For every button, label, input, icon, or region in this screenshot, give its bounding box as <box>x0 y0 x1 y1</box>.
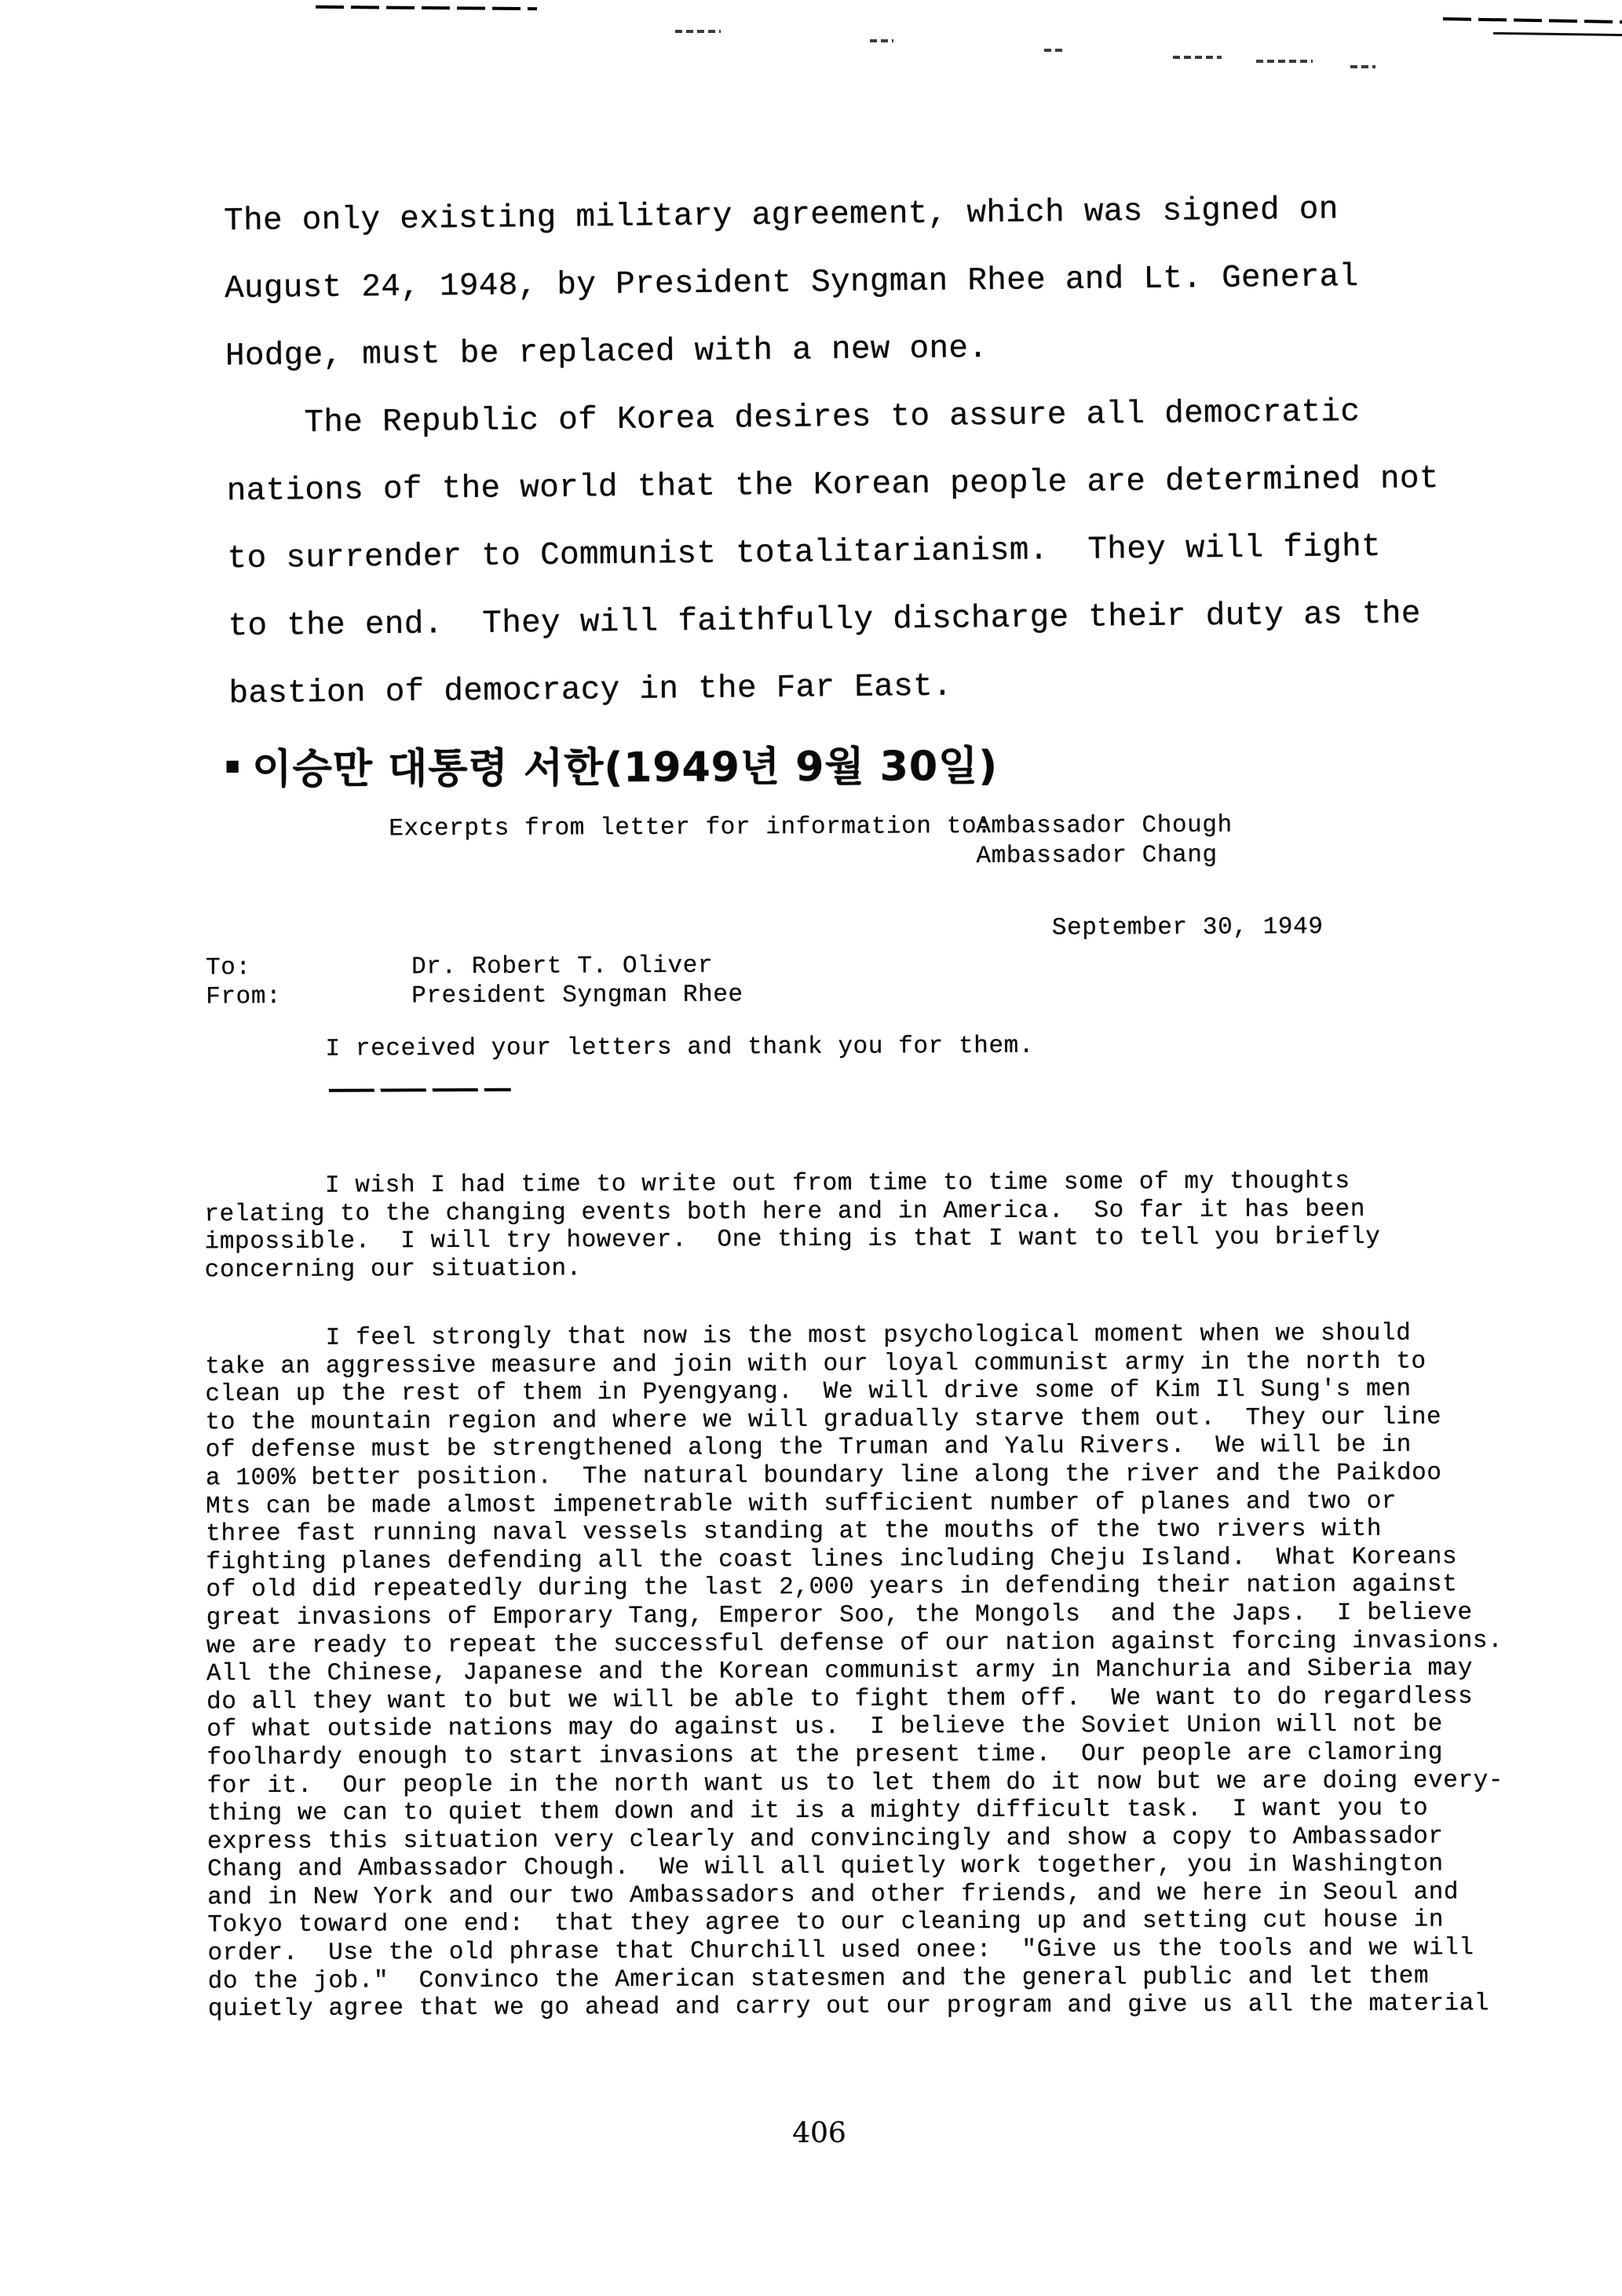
scan-artifact <box>1493 32 1622 36</box>
acknowledgement-line: I received your letters and thank you for them. <box>325 1032 1035 1063</box>
to-label: To: <box>205 954 251 982</box>
body-paragraph-1: I wish I had time to write out from time to time some of my thoughts relating to the changing events both here and in America. So far it has been impossible. I will try however. One thing is that I want to tell you briefly concerning our situation. <box>204 1168 1381 1285</box>
from-label: From: <box>206 982 282 1011</box>
section-title-korean: 이승만 대통령 서한(1949년 9월 30일) <box>252 742 999 794</box>
to-value: Dr. Robert T. Oliver <box>411 952 714 982</box>
scan-artifact <box>1256 60 1313 63</box>
divider <box>329 1088 511 1092</box>
excerpts-label: Excerpts from letter for information to: <box>389 813 992 843</box>
scan-artifact <box>1173 56 1222 59</box>
scan-artifact <box>1350 65 1375 68</box>
scan-artifact <box>316 5 537 10</box>
scan-artifact <box>1443 17 1622 24</box>
scan-artifact <box>1044 49 1066 52</box>
letter-date: September 30, 1949 <box>1051 913 1324 942</box>
section-bullet-icon: ▪ <box>224 751 242 779</box>
body-paragraph-2: I feel strongly that now is the most psychological moment when we should take an aggressive measure and join with our loyal communist army in the north to clean up the rest of them in Pyengyang. We will drive some of Kim Il Sung's men to the mountain region and where we will gradually starve them out. They our line of defense must be strengthened along the Truman and Yalu Rivers. We will be in a 100% better position. The natural boundary line along the river and the Paikdoo Mts can be made almost impenetrable with sufficient number of planes and two or three fast running naval vessels standing at the mouths of the two rivers with fighting planes defending all the coast lines including Cheju Island. What Koreans of old did repeatedly during the last 2,000 years in defending their nation against great invasions of Emporary Tang, Emperor Soo, the Mongols and the Japs. I believe we are ready to repeat the successful defense of our nation against forcing invasions. All the Chinese, Japanese and the Korean communist army in Manchuria and Siberia may do all they want to but we will be able to fight them off. We want to do regardless of what outside nations may do against us. I believe the Soviet Union will not be foolhardy enough to start invasions at the present time. Our people are clamoring for it. Our people in the north want us to let them do it now but we are doing every- thing we can to quiet them down and it is a mighty difficult task. I want you to express this situation very clearly and convincingly and show a copy to Ambassador Chang and Ambassador Chough. We will all quietly work together, you in Washington and in New York and our two Ambassadors and other friends, and we here in Seoul and Tokyo toward one end: that they agree to our cleaning up and setting cut house in order. Use the old phrase that Churchill used onee: "Give us the tools and we will do the job." Convinco the American statesmen and the general public and let them quietly agree that we go ahead and carry out our program and give us all the material <box>205 1319 1504 2024</box>
from-value: President Syngman Rhee <box>411 981 743 1011</box>
recipient-chough: Ambassador Chough <box>976 811 1233 841</box>
scan-artifact <box>870 39 893 42</box>
top-excerpt-paragraph-1: The only existing military agreement, which was signed on August 24, 1948, by President Syngman Rhee and Lt. General Hodge, must be replaced with a new one. <box>223 192 1359 375</box>
top-excerpt-paragraph-2: The Republic of Korea desires to assure all democratic nations of the world that the Korean people are determined not to surrender to Communist totalitarianism. They will fight to the end. They will faithfully discharge their duty as the bastion of democracy in the Far East. <box>225 394 1440 713</box>
top-excerpt-block <box>224 175 1441 728</box>
page-number: 406 <box>792 2116 847 2150</box>
scan-artifact <box>675 30 721 33</box>
section-heading <box>225 733 998 795</box>
recipient-chang: Ambassador Chang <box>976 841 1218 871</box>
